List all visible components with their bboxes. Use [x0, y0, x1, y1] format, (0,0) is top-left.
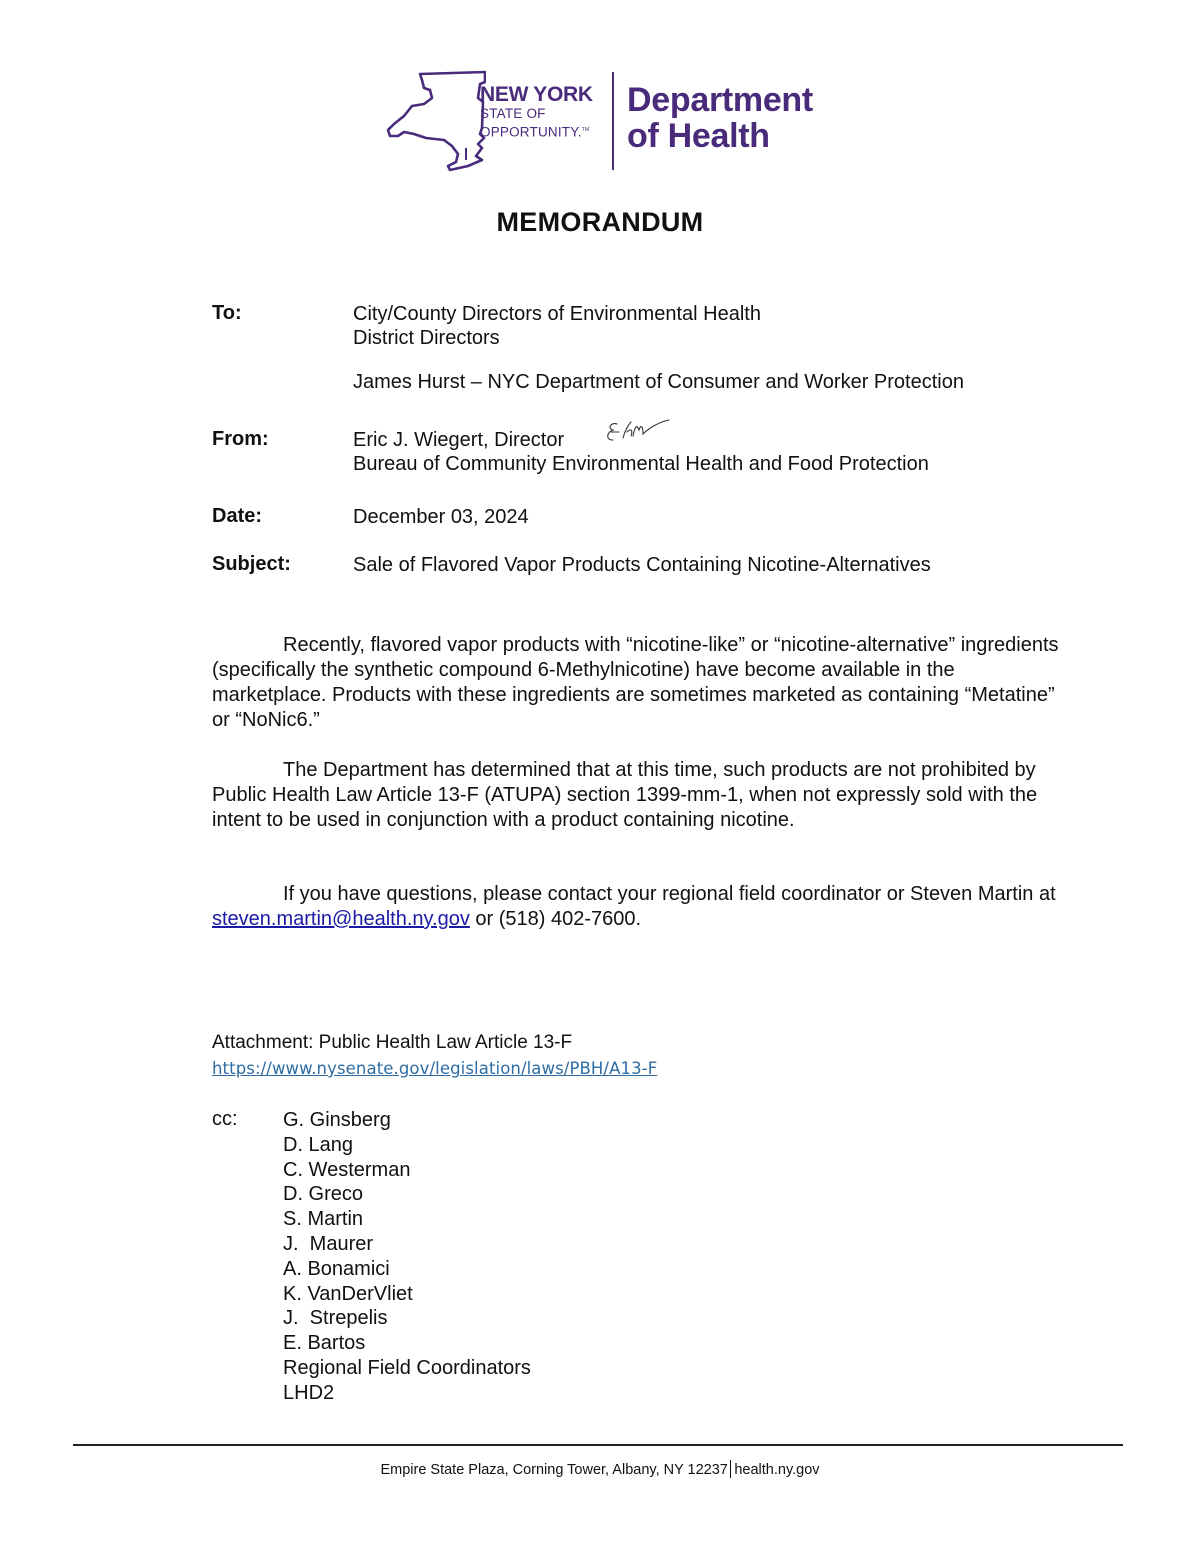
date-value: December 03, 2024: [353, 506, 529, 528]
cc-recipient: D. Lang: [283, 1133, 354, 1156]
body-paragraph: [212, 758, 1072, 833]
cc-list: [283, 1108, 531, 1406]
attachment-block: [212, 1030, 657, 1082]
from-bureau: Bureau of Community Environmental Health and Food Protection: [353, 453, 929, 475]
contact-text-before: If you have questions, please contact your regional field coordinator or Steven Martin at: [283, 883, 1056, 905]
nys-doh-logo: [386, 68, 826, 172]
footer: [0, 1460, 1200, 1478]
footer-divider: [73, 1444, 1123, 1446]
date-label: Date:: [212, 505, 263, 527]
cc-label: cc:: [212, 1108, 238, 1130]
subject-value: Sale of Flavored Vapor Products Containing Nicotine-Alternatives: [353, 554, 931, 576]
cc-recipient: E. Bartos: [283, 1332, 366, 1355]
cc-recipient: J. Strepelis: [283, 1307, 388, 1330]
subject-label: Subject:: [212, 553, 291, 575]
to-recipients: [353, 302, 964, 394]
nys-wordmark: [480, 84, 593, 140]
to-line: City/County Directors of Environmental Health: [353, 303, 761, 325]
from-label: From:: [212, 428, 269, 450]
footer-separator: [730, 1460, 732, 1478]
footer-address: Empire State Plaza, Corning Tower, Albany, NY 12237: [380, 1462, 728, 1478]
logo-tagline-1: STATE OF: [480, 106, 546, 121]
cc-recipient: A. Bonamici: [283, 1257, 390, 1280]
cc-recipient: C. Westerman: [283, 1158, 411, 1181]
cc-recipient: G. Ginsberg: [283, 1109, 391, 1131]
logo-of-health: of Health: [627, 117, 770, 155]
to-line: District Directors: [353, 327, 500, 349]
cc-recipient: J. Maurer: [283, 1232, 374, 1255]
cc-recipient: K. VanDerVliet: [283, 1282, 413, 1305]
signature-icon: [603, 418, 675, 448]
department-of-health-wordmark: [627, 82, 813, 154]
logo-tagline-2: OPPORTUNITY.: [480, 124, 582, 140]
cc-recipient: S. Martin: [283, 1208, 364, 1231]
cc-recipient: D. Greco: [283, 1183, 364, 1206]
body-paragraph: [212, 633, 1072, 733]
paragraph-text: The Department has determined that at this time, such products are not prohibited by Public Health Law Article 13-F (ATUPA) section 1399-mm-1, when not expressly sold with the intent to be used in conjunction with a product containing nicotine.: [212, 759, 1038, 831]
contact-text-after: or (518) 402-7600.: [469, 908, 642, 930]
attachment-link[interactable]: https://www.nysenate.gov/legislation/laws/PBH/A13-F: [212, 1059, 658, 1078]
logo-department: Department: [627, 81, 813, 119]
cc-recipient: LHD2: [283, 1381, 335, 1404]
logo-trademark: TM: [581, 127, 590, 133]
logo-state-name: NEW YORK: [480, 83, 593, 106]
contact-paragraph: [212, 882, 1072, 932]
to-line: James Hurst – NYC Department of Consumer and Worker Protection: [353, 371, 964, 393]
email-link[interactable]: steven.martin@health.ny.gov: [212, 908, 470, 930]
new-york-state-outline-icon: [386, 68, 486, 172]
logo-divider: [612, 72, 614, 170]
paragraph-text: Recently, flavored vapor products with “nicotine-like” or “nicotine-alternative” ingredients (specifically the synthetic compound 6-Methylnicotine) have become available in the marketplace. Products with these ingredients are sometimes marketed as containing “Metatine” or “NoNic6.”: [212, 634, 1059, 731]
attachment-label: Attachment: Public Health Law Article 13-F: [212, 1032, 573, 1053]
footer-website: health.ny.gov: [734, 1462, 820, 1478]
from-name: Eric J. Wiegert, Director: [353, 429, 565, 451]
to-label: To:: [212, 302, 242, 324]
memo-title: MEMORANDUM: [496, 207, 704, 237]
cc-recipient: Regional Field Coordinators: [283, 1356, 531, 1379]
